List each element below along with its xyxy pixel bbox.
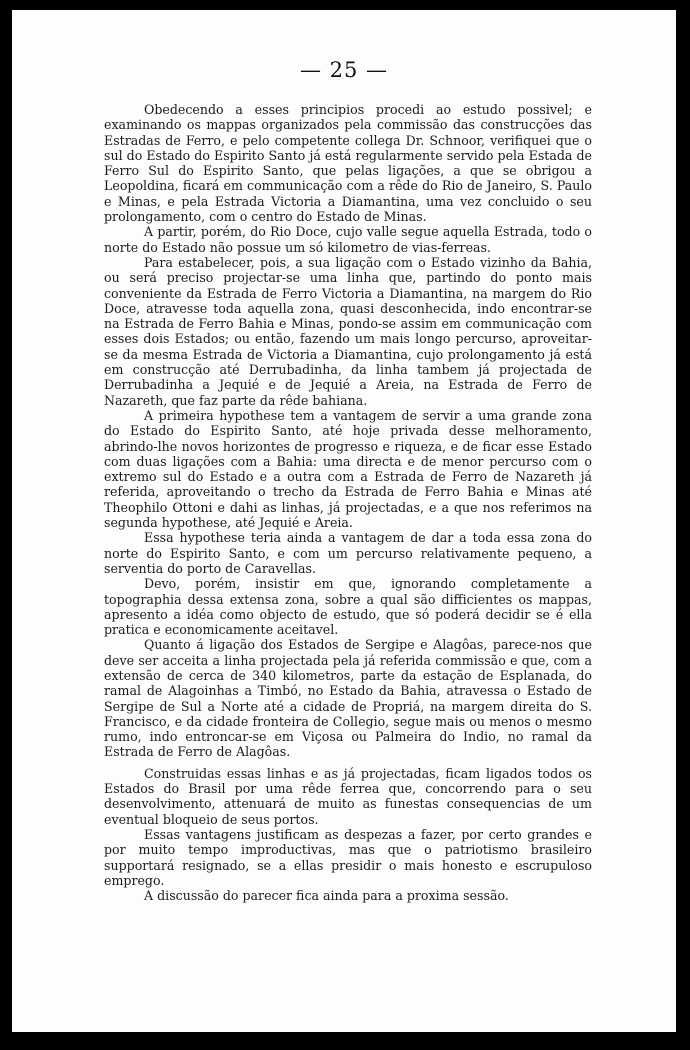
paragraph-5: Essa hypothese teria ainda a vantagem de dar a toda essa zona do norte do Espirito Santo, e com um percurso relativamente pequeno, a serventia do porto de Caravellas.	[104, 530, 592, 576]
scanned-page	[12, 10, 676, 1032]
paragraph-9: Essas vantagens justificam as despezas a fazer, por certo grandes e por muito tempo improductivas, mas que o patriotismo brasileiro supportará resignado, se a ellas presidir o mais honesto e escrupuloso emprego.	[104, 826, 592, 888]
paragraph-7: Quanto á ligação dos Estados de Sergipe e Alagôas, parece-nos que deve ser acceita a linha projectada pela já referida commissão e que, com a extensão de cerca de 340 kilometros, parte da estação de Esplanada, do ramal de Alagoinhas a Timbó, no Estado da Bahia, atravessa o Estado de Sergipe de Sul a Norte até a cidade de Propriá, na margem direita do S. Francisco, e da cidade fronteira de Collegio, segue mais ou menos o mesmo rumo, indo entroncar-se em Viçosa ou Palmeira do Indio, no ramal da Estrada de Ferro de Alagôas.	[104, 637, 592, 760]
paragraph-8: Construidas essas linhas e as já projectadas, ficam ligados todos os Estados do Brasil por uma rêde ferrea que, concorrendo para o seu desenvolvimento, attenuará de muito as funestas consequencias de um eventual bloqueio de seus portos.	[104, 765, 592, 827]
paragraph-10: A discussão do parecer fica ainda para a proxima sessão.	[144, 888, 509, 904]
body-text	[104, 102, 592, 903]
paragraph-6: Devo, porém, insistir em que, ignorando completamente a topographia dessa extensa zona, sobre a qual são difficientes os mappas, apresento a idéa como objecto de estudo, que só poderá decidir se é ella pratica e economicamente aceitavel.	[104, 576, 592, 638]
paragraph-4: A primeira hypothese tem a vantagem de servir a uma grande zona do Estado do Espirito Santo, até hoje privada desse melhoramento, abrindo-lhe novos horizontes de progresso e riqueza, e de ficar esse Estado com duas ligações com a Bahia: uma directa e de menor percurso com o extremo sul do Estado e a outra com a Estrada de Ferro de Nazareth já referida, aproveitando o trecho da Estrada de Ferro Bahia e Minas até Theophilo Ottoni e dahi as linhas, já projectadas, e a que nos referimos na segunda hypothese, até Jequié e Areia.	[104, 407, 592, 531]
paragraph-2: A partir, porém, do Rio Doce, cujo valle segue aquella Estrada, todo o norte do Estado não possue um só kilometro de vias-ferreas.	[104, 224, 592, 255]
paragraph-1: Obedecendo a esses principios procedi ao estudo possivel; e examinando os mappas organizados pela commissão das construcções das Estradas de Ferro, e pelo competente collega Dr. Schnoor, verifiquei que o sul do Estado do Espirito Santo já está regularmente servido pela Estada de Ferro Sul do Espirito Santo, que pelas ligações, a que se obrigou a Leopoldina, ficará em communicação com a rêde do Rio de Janeiro, S. Paulo e Minas, e pela Estrada Victoria a Diamantina, uma vez concluido o seu prolongamento, com o centro do Estado de Minas.	[104, 102, 592, 225]
paragraph-3: Para estabelecer, pois, a sua ligação com o Estado vizinho da Bahia, ou será preciso projectar-se uma linha que, partindo do ponto mais conveniente da Estrada de Ferro Victoria a Diamantina, na margem do Rio Doce, atravesse toda aquella zona, quasi desconhecida, indo encontrar-se na Estrada de Ferro Bahia e Minas, pondo-se assim em communicação com esses dois Estados; ou então, fazendo um mais longo percurso, aproveitar-se da mesma Estrada de Victoria a Diamantina, cujo prolongamento já está em construcção até Derrubadinha, da linha tambem já projectada de Derrubadinha a Jequié e de Jequié a Areia, na Estrada de Ferro de Nazareth, que faz parte da rêde bahiana.	[104, 254, 592, 408]
page-number: — 25 —	[299, 58, 389, 82]
